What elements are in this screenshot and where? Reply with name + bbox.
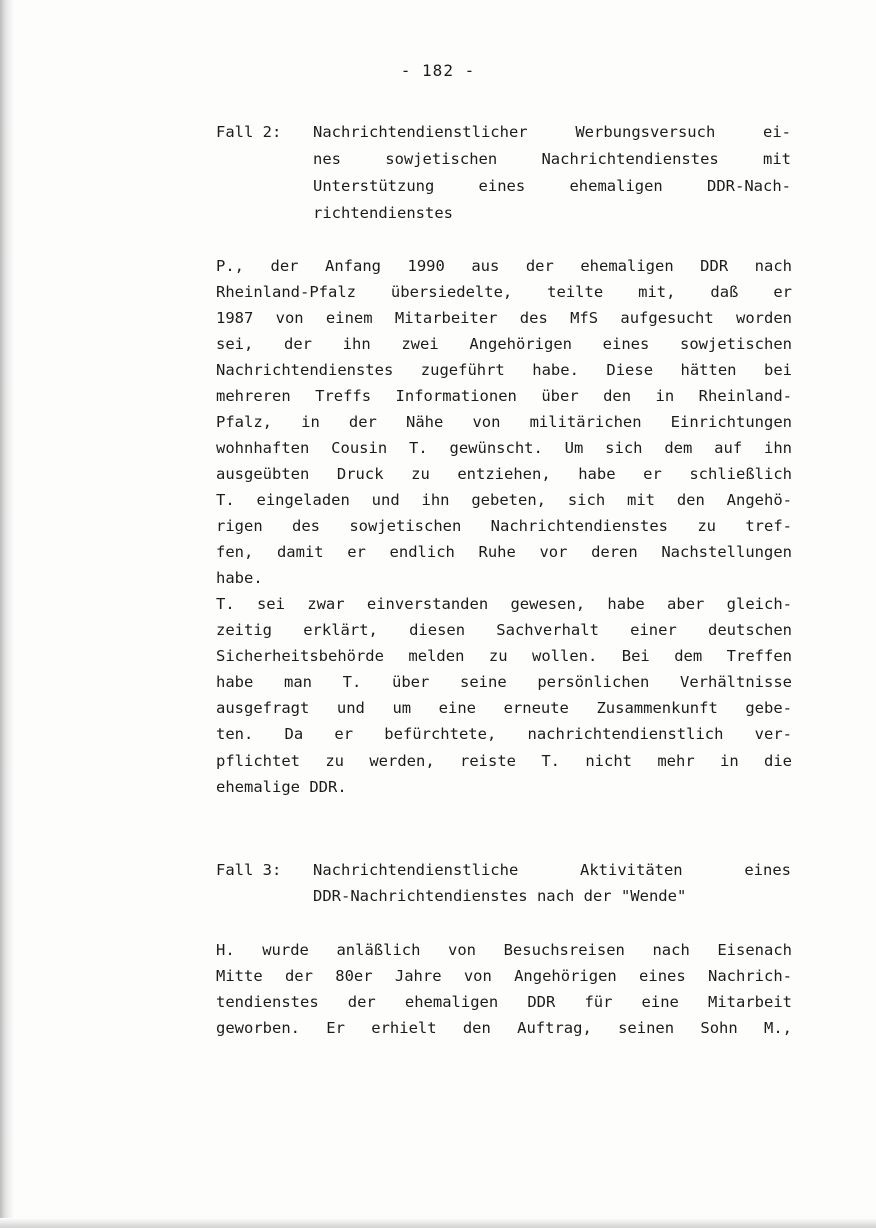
body-line: zeitig erklärt, diesen Sachverhalt einer deutschen bbox=[216, 621, 792, 639]
body-line: geworben. Er erhielt den Auftrag, seinen Sohn M., bbox=[216, 1019, 792, 1037]
body-line: wohnhaften Cousin T. gewünscht. Um sich dem auf ihn bbox=[216, 439, 792, 457]
page-number: - 182 - bbox=[400, 61, 476, 80]
body-line: ehemalige DDR. bbox=[216, 778, 347, 796]
body-line: Pfalz, in der Nähe von militärichen Einrichtungen bbox=[216, 413, 792, 431]
body-line: P., der Anfang 1990 aus der ehemaligen DDR nach bbox=[216, 257, 792, 275]
case-2-title-line: nes sowjetischen Nachrichtendienstes mit bbox=[313, 150, 791, 168]
body-line: fen, damit er endlich Ruhe vor deren Nachstellungen bbox=[216, 543, 792, 561]
case-2-title-line: richtendienstes bbox=[313, 204, 453, 222]
body-line: H. wurde anläßlich von Besuchsreisen nach Eisenach bbox=[216, 941, 792, 959]
scan-shadow-bottom bbox=[0, 1218, 876, 1228]
body-line: habe man T. über seine persönlichen Verhältnisse bbox=[216, 673, 792, 691]
case-2-title-line: Nachrichtendienstlicher Werbungsversuch ei- bbox=[313, 123, 791, 141]
body-line: habe. bbox=[216, 569, 263, 587]
body-line: T. eingeladen und ihn gebeten, sich mit den Angehö- bbox=[216, 491, 792, 509]
body-line: tendienstes der ehemaligen DDR für eine Mitarbeit bbox=[216, 993, 792, 1011]
body-line: ten. Da er befürchtete, nachrichtendienstlich ver- bbox=[216, 725, 792, 743]
body-line: 1987 von einem Mitarbeiter des MfS aufgesucht worden bbox=[216, 309, 792, 327]
body-line: Rheinland-Pfalz übersiedelte, teilte mit, daß er bbox=[216, 283, 792, 301]
body-line: rigen des sowjetischen Nachrichtendienstes zu tref- bbox=[216, 517, 792, 535]
body-line: mehreren Treffs Informationen über den in Rheinland- bbox=[216, 387, 792, 405]
scan-shadow-edge bbox=[0, 0, 14, 1228]
case-2-title-line: Unterstützung eines ehemaligen DDR-Nach- bbox=[313, 177, 791, 195]
body-line: Nachrichtendienstes zugeführt habe. Diese hätten bei bbox=[216, 361, 792, 379]
case-2-label: Fall 2: bbox=[216, 123, 282, 141]
body-line: pflichtet zu werden, reiste T. nicht mehr in die bbox=[216, 752, 792, 770]
body-line: sei, der ihn zwei Angehörigen eines sowjetischen bbox=[216, 335, 792, 353]
body-line: Sicherheitsbehörde melden zu wollen. Bei dem Treffen bbox=[216, 647, 792, 665]
body-line: Mitte der 80er Jahre von Angehörigen eines Nachrich- bbox=[216, 967, 792, 985]
case-3-title-line: Nachrichtendienstliche Aktivitäten eines bbox=[313, 861, 791, 879]
body-line: ausgefragt und um eine erneute Zusammenkunft gebe- bbox=[216, 699, 792, 717]
body-line: ausgeübten Druck zu entziehen, habe er schließlich bbox=[216, 465, 792, 483]
case-3-title-line: DDR-Nachrichtendienstes nach der "Wende" bbox=[313, 887, 687, 905]
body-line: T. sei zwar einverstanden gewesen, habe aber gleich- bbox=[216, 595, 792, 613]
case-3-label: Fall 3: bbox=[216, 861, 282, 879]
